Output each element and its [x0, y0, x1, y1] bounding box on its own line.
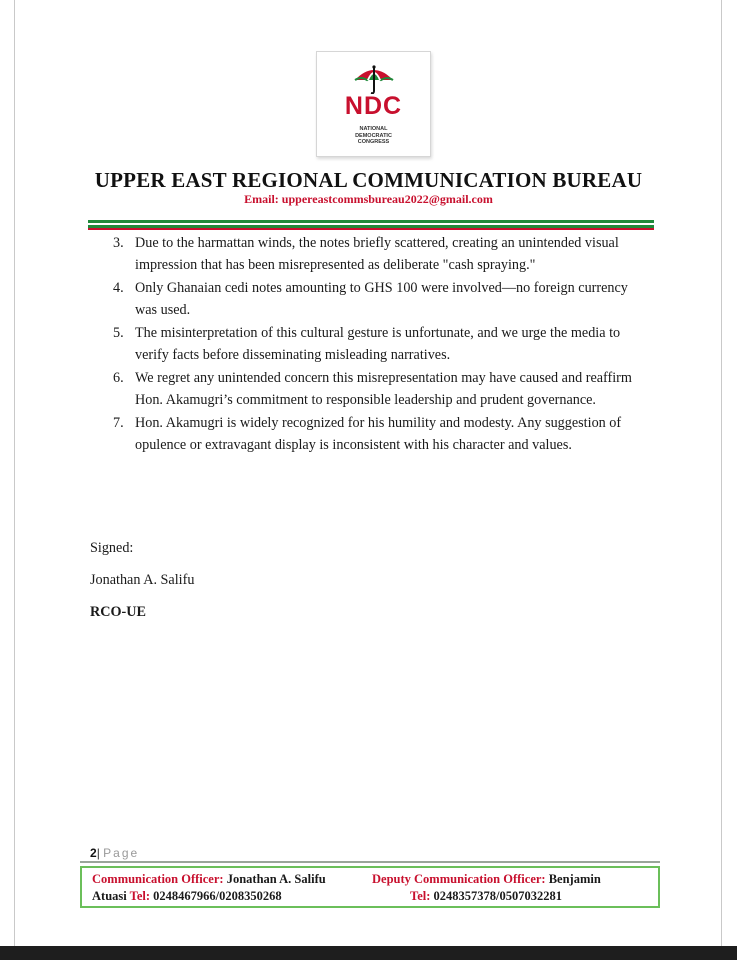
signed-label: Signed: — [90, 540, 134, 556]
signer-title: RCO-UE — [90, 604, 146, 620]
footer-left-name: Jonathan A. Salifu — [226, 872, 326, 886]
point-text: Hon. Akamugri is widely recognized for his humility and modesty. Any suggestion of opulence or extravagant display is inconsistent with his character and values. — [135, 415, 622, 453]
logo-abbreviation: NDC — [344, 92, 403, 120]
footer-contact-box — [80, 866, 660, 908]
page-word: Page — [103, 846, 140, 860]
footer-left-tel: 0248467966/0208350268 — [153, 889, 282, 903]
point-number: 5. — [113, 325, 124, 341]
list-item — [90, 277, 650, 321]
footer-deputy-officer — [372, 871, 662, 905]
list-item — [90, 412, 650, 456]
organization-email: Email: uppereastcommsbureau2022@gmail.com — [244, 192, 493, 206]
point-text: Only Ghanaian cedi notes amounting to GHS 100 were involved—no foreign currency was used. — [135, 280, 628, 318]
footer-right-tel: 0248357378/0507032281 — [433, 889, 562, 903]
point-text: We regret any unintended concern this misrepresentation may have caused and reaffirm Hon. Akamugri’s commitment to responsible leadership and prudent governance. — [135, 370, 632, 408]
page-separator: | — [96, 846, 100, 860]
list-item — [90, 232, 650, 276]
bottom-band — [0, 946, 737, 960]
footer-right-name: Benjamin — [548, 872, 601, 886]
header-rule-red — [88, 228, 654, 230]
point-text: The misinterpretation of this cultural gesture is unfortunate, and we urge the media to verify facts before disseminating misleading narratives. — [135, 325, 621, 363]
signer-name: Jonathan A. Salifu — [90, 572, 195, 588]
logo-subtitle: NATIONAL DEMOCRATIC CONGRESS — [355, 126, 392, 145]
page-number — [90, 846, 139, 860]
ndc-logo — [316, 51, 431, 157]
point-number: 4. — [113, 280, 124, 296]
list-item — [90, 367, 650, 411]
footer-communication-officer — [92, 871, 326, 905]
footer-rule — [80, 861, 660, 863]
footer-left-tel-label: Tel: — [129, 889, 151, 903]
footer-left-name-cont: Atuasi — [92, 889, 127, 903]
umbrella-icon — [353, 64, 395, 94]
footer-left-label: Communication Officer: — [92, 872, 224, 886]
footer-right-label: Deputy Communication Officer: — [372, 872, 546, 886]
statement-points — [90, 232, 650, 457]
page-number-value: 2 — [90, 846, 97, 860]
point-number: 3. — [113, 235, 124, 251]
organization-title: UPPER EAST REGIONAL COMMUNICATION BUREAU — [94, 168, 643, 192]
list-item — [90, 322, 650, 366]
point-text: Due to the harmattan winds, the notes briefly scattered, creating an unintended visual impression that has been misrepresented as deliberate "cash spraying." — [135, 235, 619, 273]
point-number: 7. — [113, 415, 124, 431]
footer-right-tel-label: Tel: — [410, 889, 431, 903]
point-number: 6. — [113, 370, 124, 386]
